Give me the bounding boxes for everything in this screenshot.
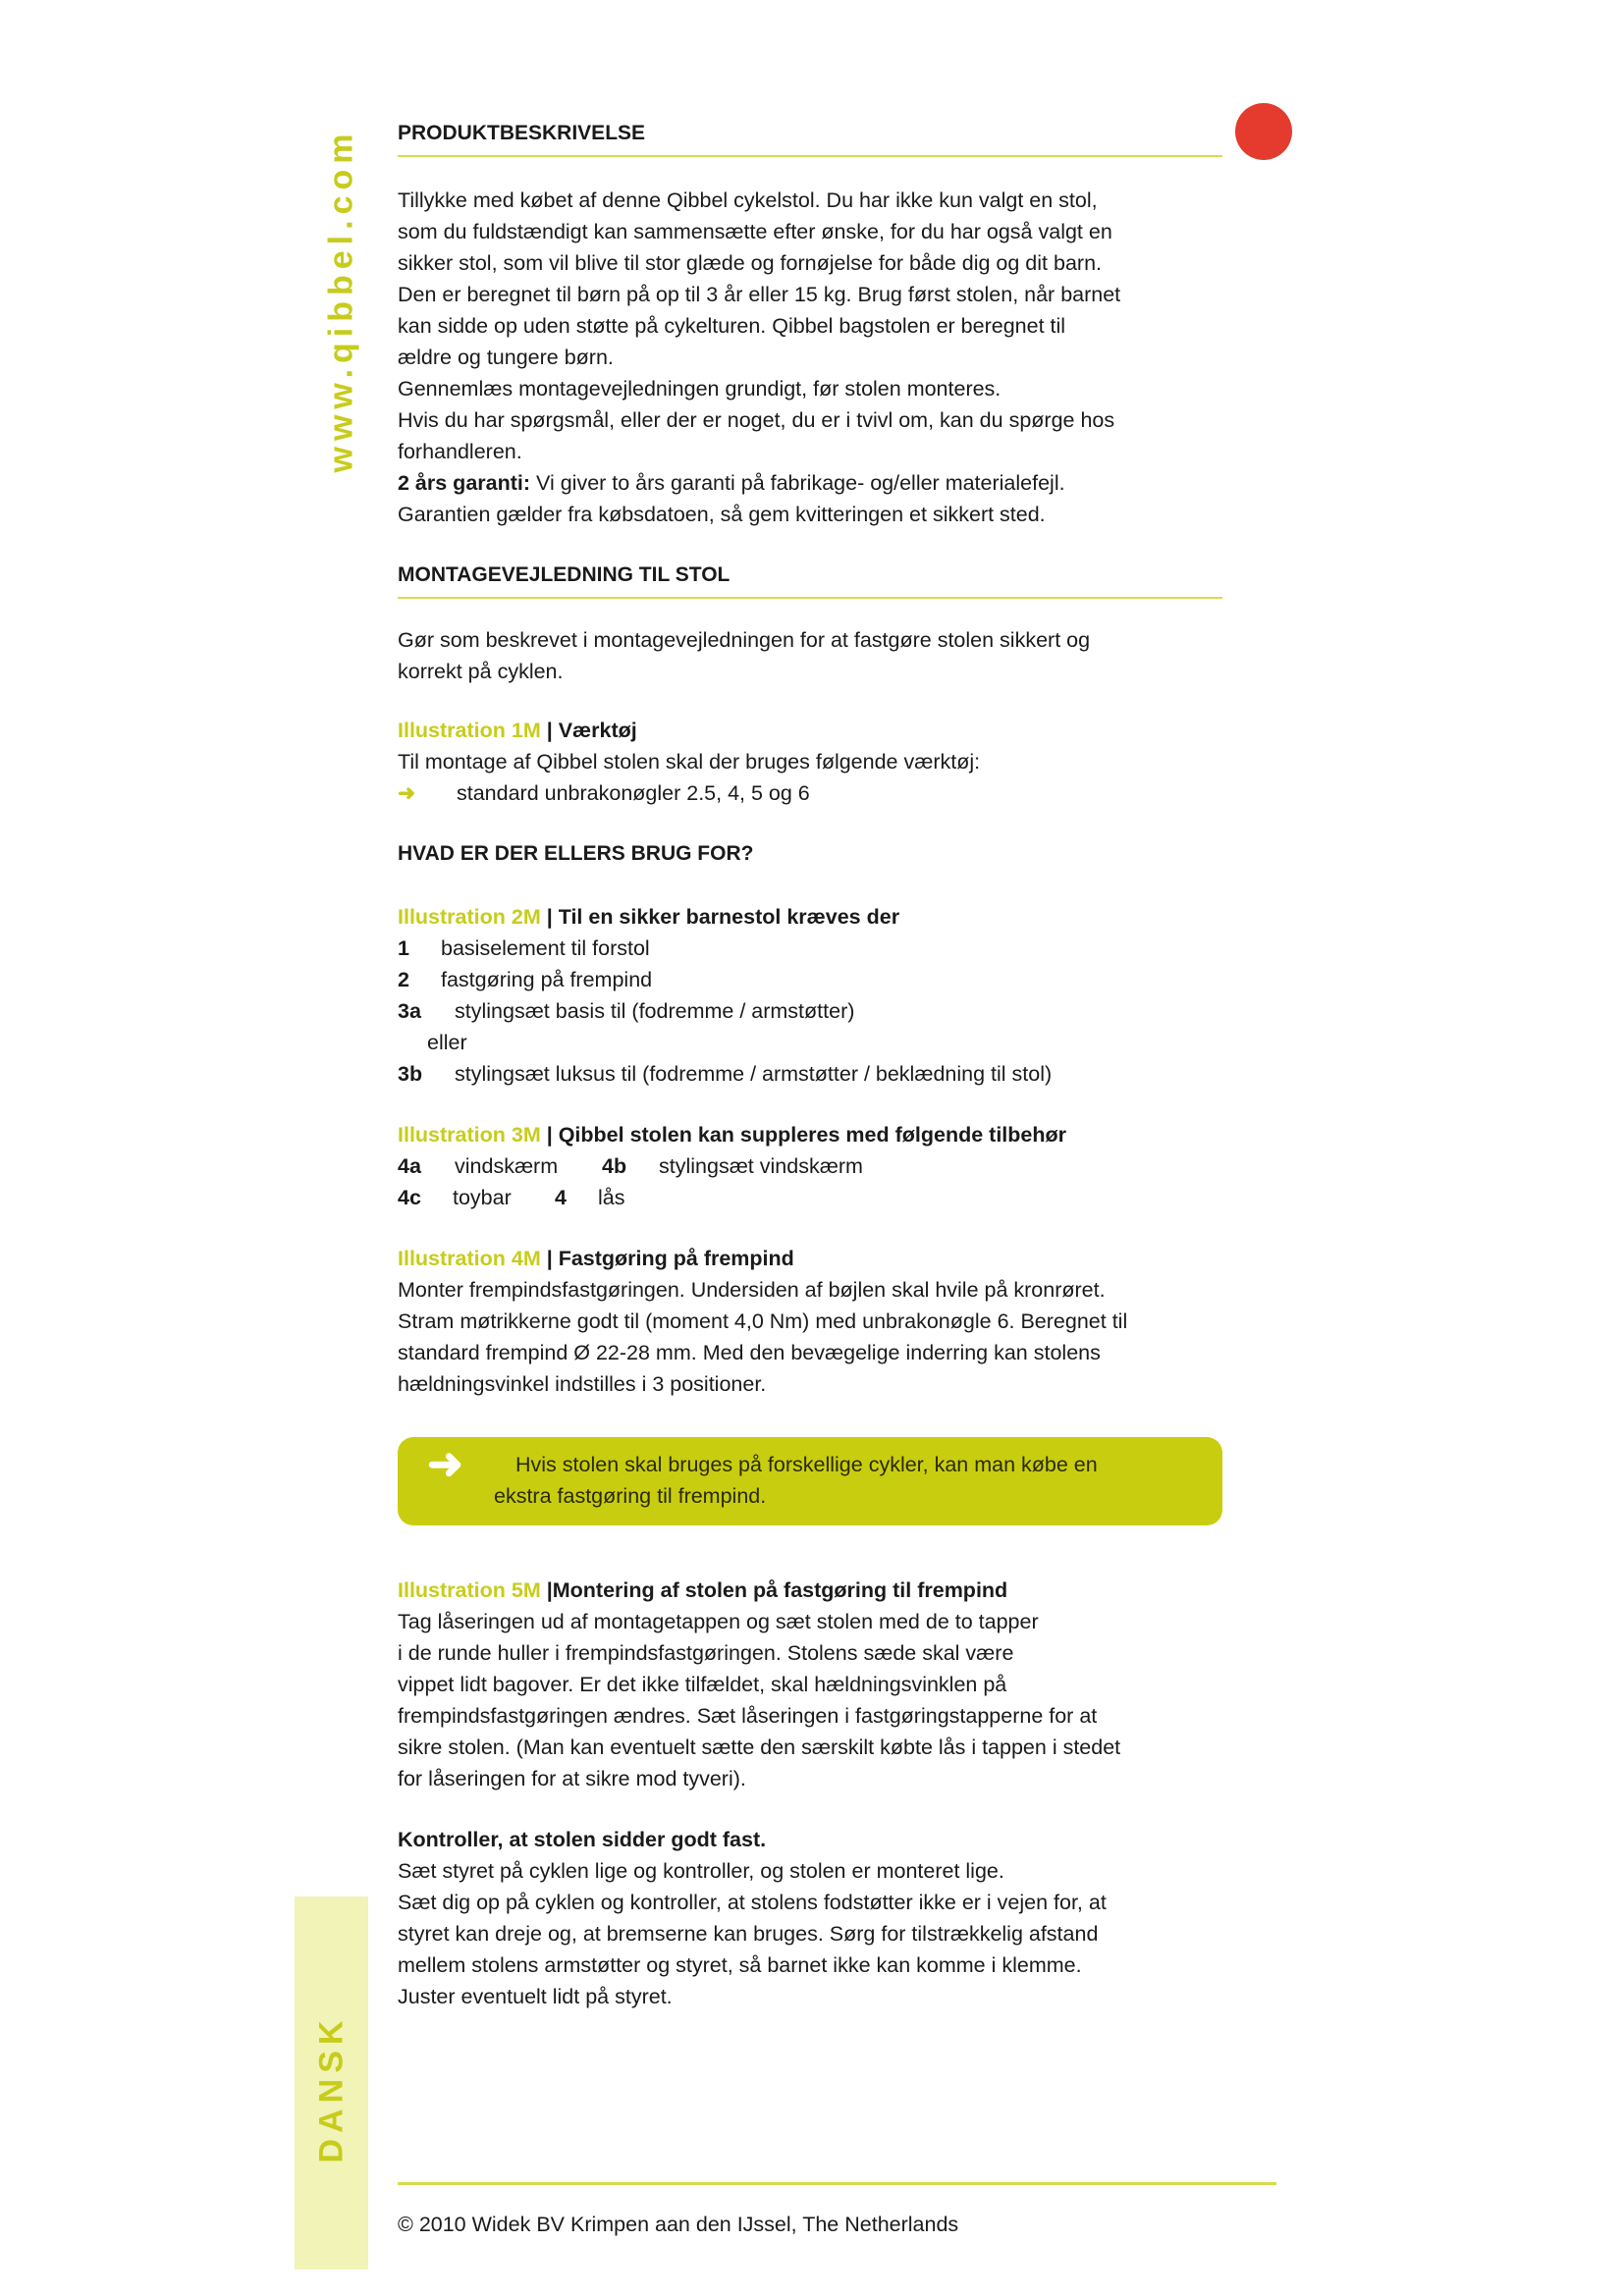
illustration-1-title <box>398 715 1222 746</box>
tools-item <box>398 777 1222 809</box>
product-line: ældre og tungere børn. <box>398 346 614 369</box>
list-item <box>398 1058 1222 1090</box>
warranty-line-2: Garantien gælder fra købsdatoen, så gem kvitteringen et sikkert sted. <box>398 503 1046 526</box>
separator: | <box>540 1247 559 1270</box>
mount-line: hældningsvinkel indstilles i 3 positioner. <box>398 1372 767 1396</box>
mounting-line: vippet lidt bagover. Er det ikke tilfældet, skal hældningsvinklen på <box>398 1673 1007 1696</box>
check-line: Sæt styret på cyklen lige og kontroller, og stolen er monteret lige. <box>398 1859 1004 1883</box>
illustration-3-title <box>398 1119 1222 1150</box>
item-number: 3b <box>398 1062 423 1086</box>
item-text: stylingsæt basis til (fodremme / armstøtter) <box>455 999 855 1023</box>
item-text: fastgøring på frempind <box>441 968 653 991</box>
info-note-box <box>398 1437 1222 1525</box>
product-line: Gennemlæs montagevejledningen grundigt, før stolen monteres. <box>398 377 1001 400</box>
product-line: kan sidde op uden støtte på cykelturen. Qibbel bagstolen er beregnet til <box>398 314 1066 338</box>
item-number: 4c <box>398 1186 421 1209</box>
item-text: vindskærm <box>455 1154 559 1178</box>
warranty-label: 2 års garanti: <box>398 471 531 495</box>
item-number: 4b <box>602 1154 627 1178</box>
illustration-title: Værktøj <box>558 719 637 742</box>
tools-text: Til montage af Qibbel stolen skal der bruges følgende værktøj: <box>398 750 981 774</box>
product-line: Hvis du har spørgsmål, eller der er noget, du er i tvivl om, kan du spørge hos <box>398 408 1115 432</box>
assembly-line: korrekt på cyklen. <box>398 660 564 683</box>
check-line: Sæt dig op på cyklen og kontroller, at stolens fodstøtter ikke er i vejen for, at <box>398 1891 1107 1914</box>
illustration-title: Montering af stolen på fastgøring til frempind <box>552 1578 1008 1602</box>
illustration-4-title <box>398 1243 1222 1274</box>
note-line: Hvis stolen skal bruges på forskellige cykler, kan man købe en <box>515 1453 1098 1476</box>
product-line: forhandleren. <box>398 440 522 463</box>
red-dot-marker <box>1235 103 1292 160</box>
check-line: mellem stolens armstøtter og styret, så barnet ikke kan komme i klemme. <box>398 1953 1082 1977</box>
item-number: 4 <box>555 1186 567 1209</box>
item-number: 4a <box>398 1154 421 1178</box>
language-tab <box>295 1896 368 2269</box>
separator: | <box>540 905 559 929</box>
product-line: Den er beregnet til børn på op til 3 år eller 15 kg. Brug først stolen, når barnet <box>398 283 1121 306</box>
item-number: 3a <box>398 999 421 1023</box>
list-item <box>398 995 1222 1027</box>
illustration-label: Illustration 3M <box>398 1123 541 1147</box>
website-url-text: www.qibbel.com <box>322 128 360 472</box>
item-number: 2 <box>398 968 409 991</box>
mounting-line: i de runde huller i frempindsfastgøringen. Stolens sæde skal være <box>398 1641 1014 1665</box>
mount-line: Monter frempindsfastgøringen. Undersiden af bøjlen skal hvile på kronrøret. <box>398 1278 1106 1302</box>
tools-item-text: standard unbrakonøgler 2.5, 4, 5 og 6 <box>457 781 810 805</box>
illustration-title: Qibbel stolen kan suppleres med følgende tilbehør <box>558 1123 1066 1147</box>
mount-line: standard frempind Ø 22-28 mm. Med den bevægelige inderring kan stolens <box>398 1341 1101 1364</box>
illustration-label: Illustration 5M <box>398 1578 541 1602</box>
main-content <box>398 118 1222 2012</box>
illustration-2-title <box>398 901 1222 933</box>
item-text: lås <box>598 1186 625 1209</box>
check-heading: Kontroller, at stolen sidder godt fast. <box>398 1828 767 1851</box>
other-needs-heading: HVAD ER DER ELLERS BRUG FOR? <box>398 842 754 865</box>
separator: | <box>540 1578 553 1602</box>
mounting-line: frempindsfastgøringen ændres. Sæt låseringen i fastgøringstapperne for at <box>398 1704 1098 1728</box>
language-tab-label: DANSK <box>312 2014 350 2163</box>
product-line: som du fuldstændigt kan sammensætte efter ønske, for du har også valgt en <box>398 220 1112 243</box>
list-item <box>398 933 1222 964</box>
mounting-line: sikre stolen. (Man kan eventuelt sætte den særskilt købte lås i tappen i stedet <box>398 1735 1121 1759</box>
footer-rule <box>398 2182 1276 2185</box>
accessory-row <box>398 1182 1222 1213</box>
separator: | <box>540 719 559 742</box>
section-heading-assembly: MONTAGEVEJLEDNING TIL STOL <box>398 563 731 586</box>
check-line: Juster eventuelt lidt på styret. <box>398 1985 673 2008</box>
section-heading-product: PRODUKTBESKRIVELSE <box>398 122 646 144</box>
illustration-label: Illustration 2M <box>398 905 541 929</box>
product-line: Tillykke med købet af denne Qibbel cykelstol. Du har ikke kun valgt en stol, <box>398 188 1098 212</box>
illustration-label: Illustration 1M <box>398 719 541 742</box>
accessory-row <box>398 1150 1222 1182</box>
item-text: stylingsæt vindskærm <box>659 1154 863 1178</box>
item-text: basiselement til forstol <box>441 936 650 960</box>
warranty-line <box>398 467 1222 499</box>
check-line: styret kan dreje og, at bremserne kan bruges. Sørg for tilstrækkelig afstand <box>398 1922 1099 1946</box>
illustration-label: Illustration 4M <box>398 1247 541 1270</box>
item-text: stylingsæt luksus til (fodremme / armstøtter / beklædning til stol) <box>455 1062 1053 1086</box>
note-line: ekstra fastgøring til frempind. <box>494 1484 767 1508</box>
product-line: sikker stol, som vil blive til stor glæde og fornøjelse for både dig og dit barn. <box>398 251 1102 275</box>
mounting-line: for låseringen for at sikre mod tyveri). <box>398 1767 746 1790</box>
assembly-line: Gør som beskrevet i montagevejledningen for at fastgøre stolen sikkert og <box>398 628 1091 652</box>
list-item <box>398 964 1222 995</box>
illustration-title: Fastgøring på frempind <box>558 1247 794 1270</box>
illustration-title: Til en sikker barnestol kræves der <box>558 905 900 929</box>
item-number: 1 <box>398 936 409 960</box>
website-url-vertical <box>322 128 361 472</box>
warranty-text: Vi giver to års garanti på fabrikage- og/eller materialefejl. <box>530 471 1065 495</box>
mount-line: Stram møtrikkerne godt til (moment 4,0 Nm) med unbrakonøgle 6. Beregnet til <box>398 1309 1128 1333</box>
arrow-right-icon: ➜ <box>427 1440 463 1488</box>
illustration-5-title <box>398 1575 1222 1606</box>
mounting-line: Tag låseringen ud af montagetappen og sæt stolen med de to tapper <box>398 1610 1039 1633</box>
item-text: toybar <box>453 1186 512 1209</box>
or-text: eller <box>427 1031 467 1054</box>
separator: | <box>540 1123 559 1147</box>
arrow-right-icon: ➜ <box>398 781 416 805</box>
footer-copyright: © 2010 Widek BV Krimpen aan den IJssel, The Netherlands <box>398 2213 959 2236</box>
